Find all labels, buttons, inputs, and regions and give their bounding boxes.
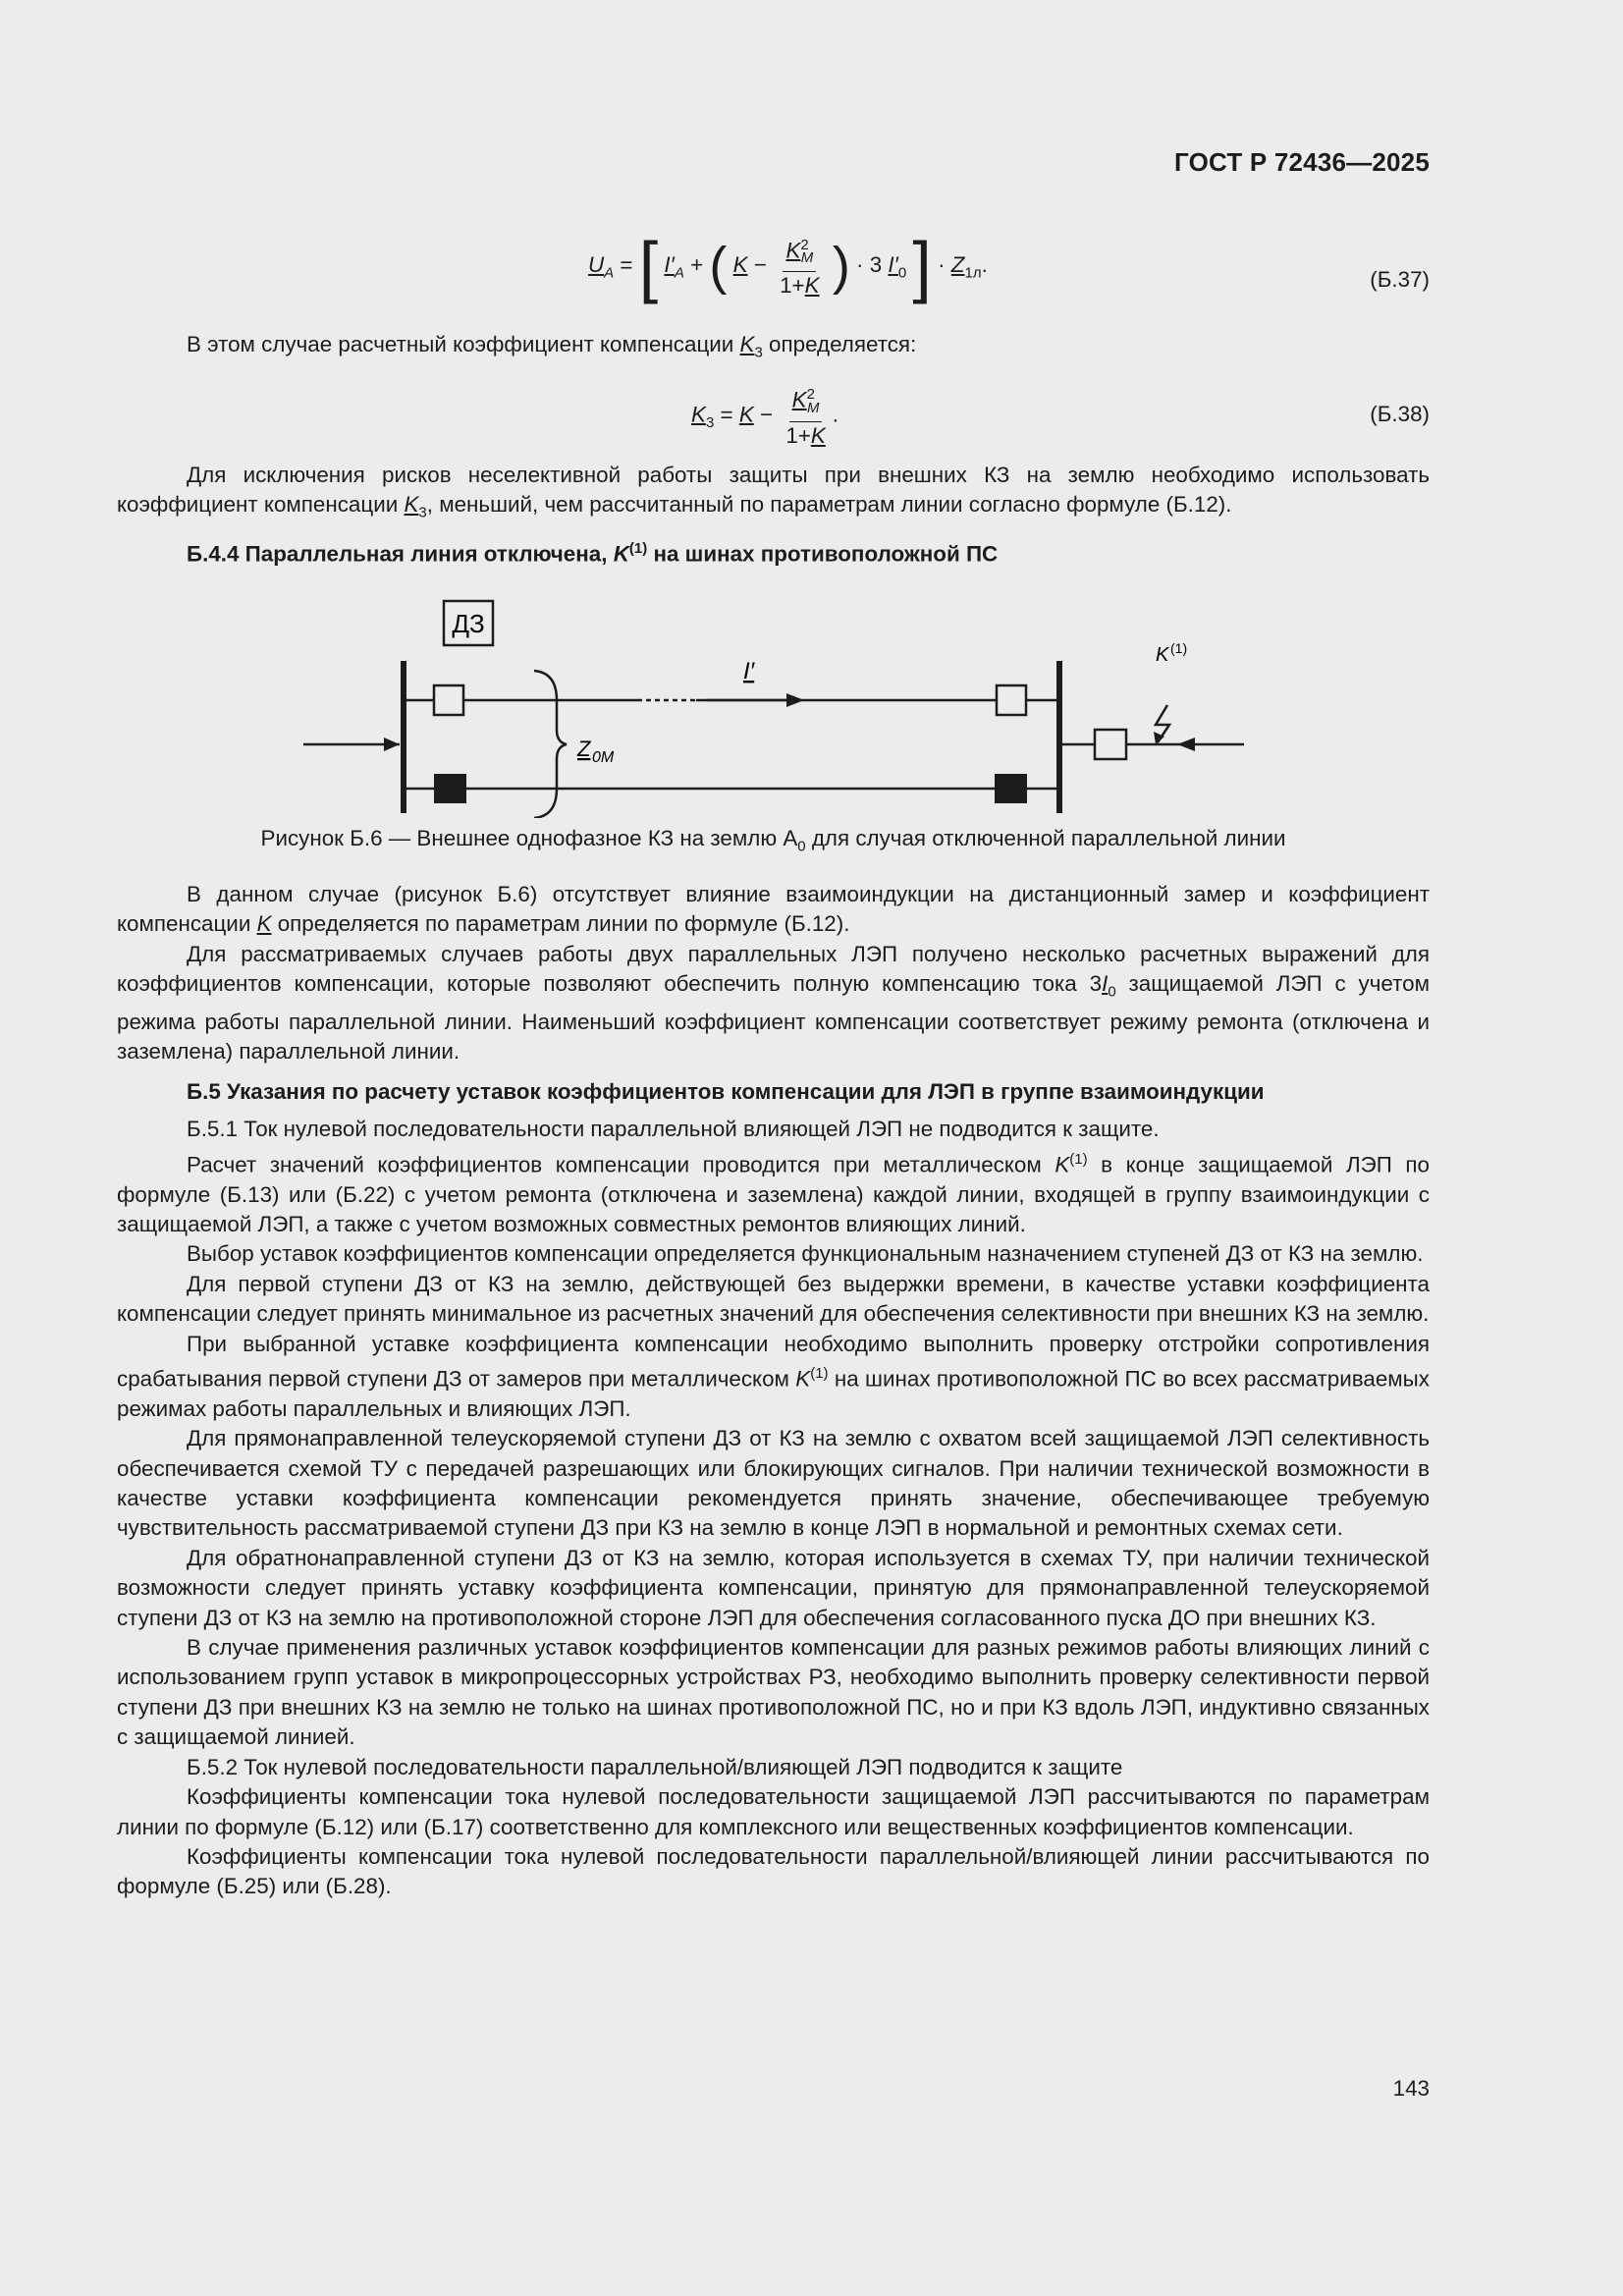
fault-superscript: (1) — [1170, 640, 1188, 657]
paragraph: В случае применения различных уставок коэффициентов компенсации для разных режимов работы влияющих линий с использованием групп уставок в микропроцессорных устройствах РЗ, необходимо выполнить проверку селективности первой ступени ДЗ при внешних КЗ на землю не только на шинах противоположной ПС, но и при КЗ вдоль ЛЭП, индуктивно связанных с защищаемой линией. — [117, 1635, 1430, 1750]
paragraph: В этом случае расчетный коэффициент компенсации $K_3$ определяется: — [187, 332, 917, 361]
paragraph: Для рассматриваемых случаев работы двух параллельных ЛЭП получено несколько расчетных выражений для коэффициентов компенсации, которые позволяют обеспечить полную компенсацию тока $3I_0$ защищаемой ЛЭП с учетом режима работы параллельной линии. Наименьший коэффициент компенсации соответствует режиму ремонта (отключена и заземлена) параллельной линии. — [117, 941, 1430, 1065]
impedance-subscript: 0М — [592, 749, 615, 767]
paragraph: Для прямонаправленной телеускоряемой ступени ДЗ от КЗ на землю с охватом всей защищаемой ЛЭП селективность обеспечивается схемой ТУ с передачей разрешающих или блокирующих сигналов. При наличии технической возможности в качестве уставки коэффициента компенсации рекомендуется принять значение, обеспечивающее требуемую чувствительность рассматриваемой ступени ДЗ при КЗ на землю в конце ЛЭП в нормальной и ремонтных схемах сети. — [117, 1426, 1430, 1541]
paragraph: Для исключения рисков неселективной работы защиты при внешних КЗ на землю необходимо использовать коэффициент компенсации $K_3$, меньший, чем рассчитанный по параметрам линии согласно формуле (Б.12). — [117, 462, 1430, 521]
paragraph: Б.5.1 Ток нулевой последовательности параллельной влияющей ЛЭП не подводится к защите. — [187, 1117, 1160, 1142]
fault-label: K — [1156, 644, 1169, 667]
mutual-coupling-brace — [534, 671, 567, 818]
current-arrow-icon — [786, 693, 804, 707]
paragraph: Б.5.2 Ток нулевой последовательности параллельной/влияющей ЛЭП подводится к защите — [187, 1754, 1123, 1779]
paragraph: При выбранной уставке коэффициента компенсации необходимо выполнить проверку отстройки сопротивления срабатывания первой ступени ДЗ от замеров при металлическом $K^{(1)}$ на шинах противоположной ПС во всех рассматриваемых режимах работы параллельных и влияющих ЛЭП. — [117, 1331, 1430, 1421]
paragraph: Расчет значений коэффициентов компенсации проводится при металлическом $K^{(1)}$ в конце защищаемой ЛЭП по формуле (Б.13) или (Б.22) с учетом ремонта (отключена и заземлена) каждой линии, входящей в группу взаимоиндукции с защищаемой ЛЭП, а также с учетом возможных совместных ремонтов влияющих линий. — [117, 1150, 1430, 1236]
standard-header: ГОСТ Р 72436—2025 — [1174, 147, 1430, 177]
fraction: $\frac{K^2_M}{1+K}$ — [777, 233, 822, 301]
incoming-arrow-icon — [384, 738, 400, 751]
paragraph: Коэффициенты компенсации тока нулевой последовательности защищаемой ЛЭП рассчитываются по параметрам линии по формуле (Б.12) или (Б.17) соответственно для комплексного или вещественных коэффициентов компенсации. — [117, 1784, 1430, 1839]
figure-b6 — [294, 577, 1430, 818]
paragraph: Выбор уставок коэффициентов компенсации определяется функциональным назначением ступеней ДЗ от КЗ на землю. — [187, 1241, 1424, 1267]
fault-direction-arrow-icon — [1177, 738, 1195, 751]
formula-b37 — [117, 224, 1430, 330]
dz-label: ДЗ — [452, 609, 485, 639]
section-heading: Б.4.4 Параллельная линия отключена, $K^{(1)}$ на шинах противоположной ПС — [187, 540, 999, 567]
paragraph: Коэффициенты компенсации тока нулевой последовательности параллельной/влияющей линии рассчитываются по формуле (Б.25) или (Б.28). — [117, 1843, 1430, 1899]
impedance-label: Z — [577, 737, 591, 762]
page-content — [117, 224, 1430, 1902]
breaker-closed-right — [997, 685, 1026, 715]
paragraph: В данном случае (рисунок Б.6) отсутствует влияние взаимоиндукции на дистанционный замер и коэффициент компенсации K определяется по параметрам линии по формуле (Б.12). — [117, 881, 1430, 937]
formula-b38-body: $K_3 = K$ − $\frac{K^2_M}{1+K}$ . — [691, 382, 839, 450]
page-number: 143 — [1392, 2076, 1430, 2101]
current-label: I′ — [743, 658, 755, 685]
figure-caption: Рисунок Б.6 — Внешнее однофазное КЗ на землю $А_0$ для случая отключенной параллельной линии — [260, 826, 1286, 855]
formula-b38 — [117, 382, 1430, 451]
breaker-open-left — [434, 774, 466, 803]
section-heading: Б.5 Указания по расчету уставок коэффициентов компенсации для ЛЭП в группе взаимоиндукции — [187, 1078, 1265, 1104]
paragraph: Для обратнонаправленной ступени ДЗ от КЗ на землю, которая используется в схемах ТУ, при наличии технической возможности следует принять уставку коэффициента компенсации, принятую для прямонаправленной телеускоряемой ступени ДЗ от КЗ на землю на противоположной стороне ЛЭП для обеспечения согласованного пуска ДО при внешних КЗ. — [117, 1545, 1430, 1630]
formula-number: (Б.38) — [1370, 401, 1430, 426]
breaker-closed-left — [434, 685, 463, 715]
paragraph: Для первой ступени ДЗ от КЗ на землю, действующей без выдержки времени, в качестве уставки коэффициента компенсации следует принять минимальное из расчетных значений для обеспечения селективности при внешних КЗ на землю. — [117, 1271, 1430, 1327]
formula-b37-body: $U_A$ = [ $I'_A$ + ( K − $\frac{K^2_M}{1+K}$ ) · 3 $I'_0$ ] · $Z_{1л}$. — [588, 228, 988, 304]
formula-number: (Б.37) — [1370, 267, 1430, 292]
fraction: $\frac{K^2_M}{1+K}$ — [783, 382, 828, 450]
breaker-open-right — [995, 774, 1027, 803]
breaker-outgoing — [1095, 730, 1126, 759]
line-diagram — [294, 577, 1275, 818]
